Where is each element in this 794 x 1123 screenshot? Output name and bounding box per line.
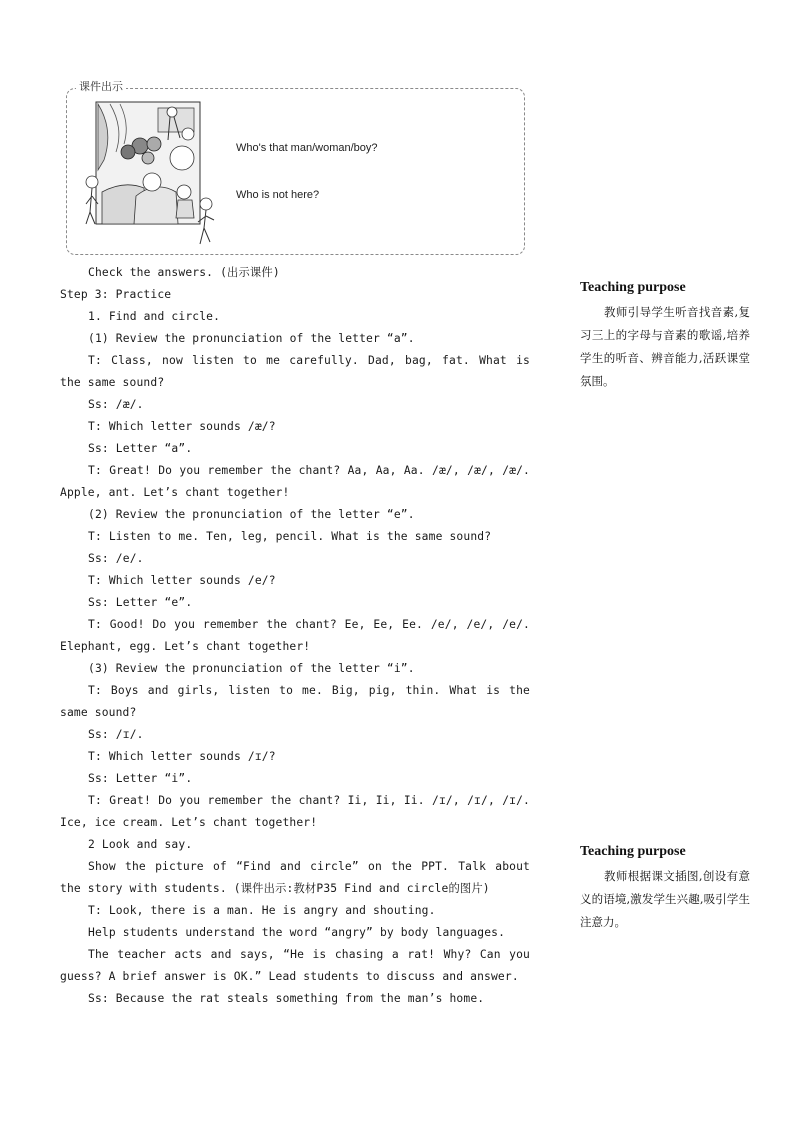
line-dialog: Ss: /æ/.: [88, 398, 144, 411]
line-dialog: T: Look, there is a man. He is angry and shouting.: [88, 904, 436, 917]
line-dialog: Ss: Letter “a”.: [88, 442, 193, 455]
line-review-i: (3) Review the pronunciation of the letter “i”.: [88, 662, 415, 675]
question-who-is-that: Who's that man/woman/boy?: [236, 142, 378, 154]
line-dialog: T: Which letter sounds /e/?: [88, 574, 276, 587]
line-dialog: T: Which letter sounds /æ/?: [88, 420, 276, 433]
line-dialog: Ss: /ɪ/.: [88, 728, 144, 741]
frame-label: 课件出示: [76, 80, 126, 94]
line-dialog: T: Class, now listen to me carefully. Dad, bag, fat. What is the same sound?: [60, 354, 530, 389]
question-who-is-not-here: Who is not here?: [236, 189, 320, 201]
side-note-body-2: 教师根据课文插图,创设有意义的语境,激发学生兴趣,吸引学生注意力。: [580, 869, 750, 929]
line-show-picture: Show the picture of “Find and circle” on the PPT. Talk about the story with students. (课件出示:教材P35 Find and circle的图片): [60, 860, 530, 895]
lesson-body: [60, 262, 530, 1010]
line-review-a: (1) Review the pronunciation of the letter “a”.: [88, 332, 415, 345]
side-note-title-2: Teaching purpose: [580, 844, 686, 859]
side-note-title-1: Teaching purpose: [580, 280, 686, 295]
line-dialog: T: Listen to me. Ten, leg, pencil. What is the same sound?: [88, 530, 492, 543]
line-dialog: Ss: Letter “i”.: [88, 772, 193, 785]
classroom-illustration: [84, 100, 220, 248]
line-dialog: T: Boys and girls, listen to me. Big, pig, thin. What is the same sound?: [60, 684, 530, 719]
line-dialog: Ss: Because the rat steals something from the man’s home.: [88, 992, 485, 1005]
line-dialog: T: Which letter sounds /ɪ/?: [88, 750, 276, 763]
line-teacher-acts: The teacher acts and says, “He is chasing a rat! Why? Can you guess? A brief answer is OK.” Lead students to discuss and answer.: [60, 948, 530, 983]
line-review-e: (2) Review the pronunciation of the letter “e”.: [88, 508, 415, 521]
line-step-3: Step 3: Practice: [60, 288, 172, 301]
line-angry: Help students understand the word “angry” by body languages.: [88, 926, 506, 939]
line-dialog: Ss: Letter “e”.: [88, 596, 193, 609]
line-dialog: T: Great! Do you remember the chant? Aa, Aa, Aa. /æ/, /æ/, /æ/. Apple, ant. Let’s chant together!: [60, 464, 530, 499]
line-dialog: T: Good! Do you remember the chant? Ee, Ee, Ee. /e/, /e/, /e/. Elephant, egg. Let’s chant together!: [60, 618, 530, 653]
line-dialog: T: Great! Do you remember the chant? Ii, Ii, Ii. /ɪ/, /ɪ/, /ɪ/. Ice, ice cream. Let’s chant together!: [60, 794, 530, 829]
line-dialog: Ss: /e/.: [88, 552, 144, 565]
line-look-and-say: 2 Look and say.: [88, 838, 193, 851]
side-note-body-1: 教师引导学生听音找音素,复习三上的字母与音素的歌谣,培养学生的听音、辨音能力,活跃课堂氛围。: [580, 305, 750, 388]
line-check-answers: Check the answers. (出示课件): [88, 266, 280, 279]
line-find-and-circle: 1. Find and circle.: [88, 310, 221, 323]
